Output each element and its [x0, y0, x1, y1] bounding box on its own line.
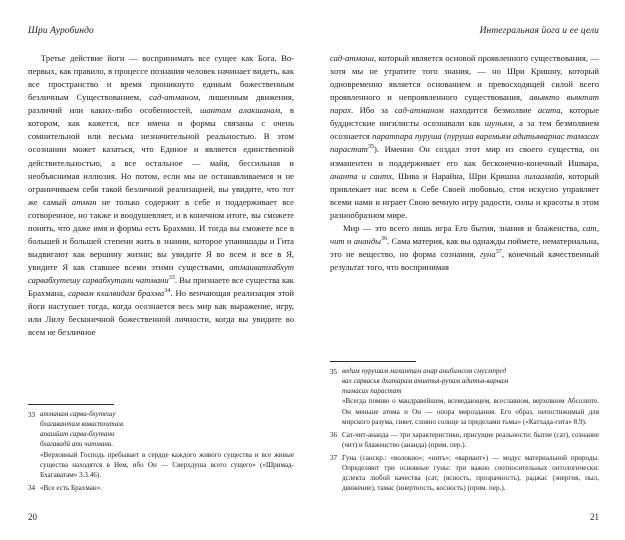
body-text-left — [28, 52, 294, 339]
paragraph: Третье действие йоги — воспринимать все сущее как Бога. Во-первых, как правило, в процессе познания человек начинает видеть, как все пространство и время проникнуто единым божественным безличным Существованием, сад-атманом, лишенным движения, различий или каких-либо особенностей, шантам алакшанам, в котором, как кажется, все имена и формы связаны с очень сомнительной или весьма незначительной реальностью. В этом осознании может казаться, что Единое и является единственной действительностью, а все остальное — майя, бессильная и необъяснимая иллюзия. Но потом, если мы не останавливаемся и не ограничиваем себя такой безличной реализацией, вы увидите, что тот же самый атман не только содержит в себе и поддерживает все сотворенное, но также и воодушевляет, и в конечном итоге, вы сможете понять, что даже имя и формы есть Брахман. И тогда вы сможете все в большей и большей степени жить в знании, которое упанишады и Гита выдвигают как вершину жизни; вы увидите Я во всем и все в Я, увидите Я как ставшее всеми этими существами, атмаиватхабхут сарвабхутешу сарвабхутани чатмани$^{33}$. Вы признаете все существа как Брахмана, сарвам кхалвидам брахма$^{34}$. Но венчающая реализация этой йоги наступает тогда, когда осознается весь мир как выражение, игру, или Лилу бесконечной божественной личности, когда вы увидите во всем не безличное — [28, 53, 295, 338]
footnote-number: 35 — [330, 367, 338, 376]
verse-line: ведам пурушам махантам анар анибимсом смусмпред — [342, 366, 507, 375]
footnote-body — [342, 453, 599, 493]
footnote-item — [28, 483, 294, 493]
page-number-right: 21 — [590, 512, 599, 522]
footnote-number: 36 — [330, 430, 338, 439]
footnote-text: «Верховный Господь пребывает в сердце каждого живого существа и все живые существа находятся в Нем, ибо Он — Сверхдуша всего сущего» («Шримад-Бхагаватам» 3.3.46). — [40, 450, 294, 479]
paragraph: сад-атмана, который является основой проявленного существования, — хотя мы не утратите того знания, — но Шри Кришну, который одновременно является основанием и превосходящей силой всего проявленного и непроявленного существования, авьякто вьяктат парах. Ибо за сад-атманом находится безмолвие асата, которые буддистские нигилисты осознавали как шуньям, а за тем безмолвием осознается паратпара пуруша (пуруша варемьям адитьяварнас тамасах парастат$^{35}$). Именно Он создал этот мир из своего существа, он изманентен и поддерживает его как бесконечно-конечный Ишвара, ананта и сантх, Шива и Нарайна, Шри Кришна лилаамайя, который привлекает нас всем к Себе Своей любовью, стоя искусно управляет всеми нами и играет Свою вечную игру радости, силы и красоты в этом разнообразном мире. — [330, 53, 600, 220]
footnotes-right — [330, 361, 599, 496]
verse-line: бхагавантам вавастхитам. — [40, 419, 125, 428]
running-head-left: Шри Ауробиндо — [28, 26, 94, 36]
footnote-rule — [28, 404, 114, 405]
verse-line: апашйат сарва-бхутани — [40, 429, 115, 438]
page-left — [0, 0, 312, 540]
footnote-verse — [342, 367, 599, 397]
footnote-verse — [40, 410, 294, 450]
footnote-body — [342, 367, 599, 427]
body-text-right — [330, 52, 599, 274]
page-right — [312, 0, 625, 540]
page-number-left: 20 — [28, 512, 37, 522]
footnote-text: Гуна (санскр.: «волокно»; «нить»; «вариант») — модус материальной природы. Определяют три основные гуны: три важно соотносительных онтологически: дслекта любой качества (сат, (ясность, прозрачность), раджас (энергия, пыл, движение), тамас (инертность, косность) (прим. пер.). — [342, 453, 599, 492]
footnotes-left — [28, 404, 294, 496]
footnote-item — [28, 410, 294, 480]
footnote-item — [330, 367, 599, 427]
footnote-item — [330, 453, 599, 493]
footnote-text: «Все есть Брахман». — [40, 483, 103, 492]
running-head-right: Интегральная йога и ее цели — [479, 26, 599, 36]
footnote-number: 33 — [28, 411, 36, 420]
verse-line: тамасах парастат — [342, 386, 402, 395]
verse-line: бхагавадй апи чатмани. — [40, 439, 114, 448]
footnote-number: 37 — [330, 453, 338, 462]
footnote-number: 34 — [28, 483, 36, 492]
footnote-item — [330, 430, 599, 450]
footnote-text: Сат-чит-ананда — три характеристики, присущие реальности: бытие (сат), сознание (чит) и блаженство (ананда) (прим. пер.). — [342, 430, 599, 449]
verse-line: атманам сарва-бхутешу — [40, 410, 116, 419]
paragraph: Мир — это всего лишь игра Его бытия, знания и блаженства, сат, чит и ананды$^{36}$. Сама материя, как вы однажды поймете, нематериальна, это не вещество, но форма сознания, гуна$^{37}$, конечный качественный результат того, что воспринимая — [330, 222, 599, 272]
footnote-rule — [330, 361, 416, 362]
footnote-body — [40, 483, 294, 493]
verse-line: вах сарвасья дхатарам ачинтья-рупам адитья-варнам — [342, 376, 509, 385]
footnote-body — [40, 410, 294, 480]
footnote-text: «Всегда помню о мандравейшем, всеведающем, всеславном, верховном Абсолюте. Он меньше атома и Он — опора мироздания. Его образ, непостижимый для мирского разума, сияет, словно солнце за пределами тьмы» («Катхада-гита» 8.9). — [342, 397, 599, 426]
footnote-body — [342, 430, 599, 450]
